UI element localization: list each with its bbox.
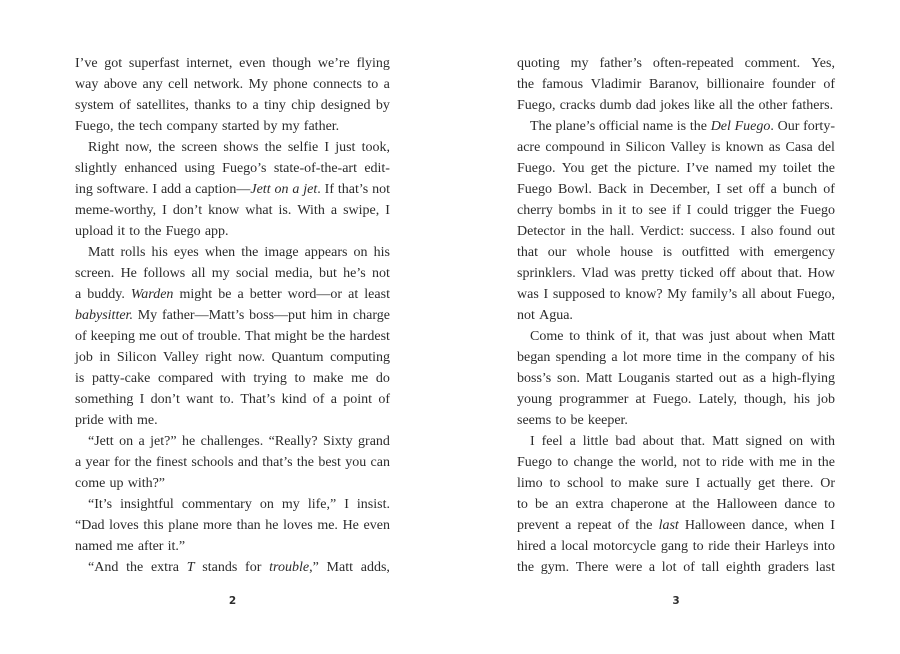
text-line: way above any cell network. My phone connects to a xyxy=(75,77,390,92)
text-line: boss’s son. Matt Louganis started out as a high-flying xyxy=(517,371,835,386)
text-line: Fuego. You get the picture. I’ve named my toilet the xyxy=(517,161,835,176)
text-line: slightly enhanced using Fuego’s state-of-the-art edit- xyxy=(75,161,390,176)
text-line: hired a local motorcycle gang to ride their Harleys into xyxy=(517,539,835,554)
text-line: pride with me. xyxy=(75,413,158,428)
left-page-text-column xyxy=(75,53,390,578)
text-line: named me after it.” xyxy=(75,539,186,554)
text-line: of keeping me out of trouble. That might be the hardest xyxy=(75,329,390,344)
text-line: began spending a lot more time in the company of his xyxy=(517,350,835,365)
text-line: I’ve got superfast internet, even though we’re flying xyxy=(75,56,390,71)
text-line: system of satellites, thanks to a tiny chip designed by xyxy=(75,98,390,113)
text-line: the famous Vladimir Baranov, billionaire founder of xyxy=(517,77,835,92)
left-page xyxy=(75,53,390,607)
text-line: “Jett on a jet?” he challenges. “Really? Sixty grand xyxy=(88,434,390,449)
text-line: “It’s insightful commentary on my life,” I insist. xyxy=(88,497,390,512)
right-page-number: 3 xyxy=(672,595,680,607)
text-line: Fuego, cracks dumb dad jokes like all the other fathers. xyxy=(517,98,834,113)
text-line: Detector in the hall. Verdict: success. I also found out xyxy=(517,224,835,239)
text-line: is patty-cake compared with trying to make me do xyxy=(75,371,390,386)
text-line: Fuego Bowl. Back in December, I set off a bunch of xyxy=(517,182,835,197)
text-line: Right now, the screen shows the selfie I just took, xyxy=(88,140,390,155)
text-line: a buddy. Warden might be a better word—or at least xyxy=(75,287,390,302)
text-line: Come to think of it, that was just about when Matt xyxy=(530,329,835,344)
text-line: I feel a little bad about that. Matt signed on with xyxy=(530,434,835,449)
text-line: screen. He follows all my social media, but he’s not xyxy=(75,266,390,281)
right-page xyxy=(517,53,835,607)
text-line: sprinklers. Vlad was pretty ticked off about that. How xyxy=(517,266,835,281)
text-line: “And the extra T stands for trouble,” Matt adds, xyxy=(88,560,390,575)
text-line: something I don’t want to. That’s kind of a point of xyxy=(75,392,390,407)
text-line: was I supposed to know? My family’s all about Fuego, xyxy=(517,287,835,302)
text-line: that our whole house is outfitted with emergency xyxy=(517,245,835,260)
text-line: upload it to the Fuego app. xyxy=(75,224,229,239)
text-line: babysitter. My father—Matt’s boss—put him in charge xyxy=(75,308,390,323)
text-line: job in Silicon Valley right now. Quantum computing xyxy=(75,350,390,365)
text-line: quoting my father’s often-repeated comment. Yes, xyxy=(517,56,835,71)
text-line: a year for the finest schools and that’s the best you can xyxy=(75,455,390,470)
text-line: “Dad loves this plane more than he loves me. He even xyxy=(75,518,390,533)
text-line: come up with?” xyxy=(75,476,166,491)
right-page-text-column xyxy=(517,53,835,578)
text-line: cherry bombs in it to see if I could trigger the Fuego xyxy=(517,203,835,218)
text-line: limo to school to make sure I actually get there. Or xyxy=(517,476,835,491)
text-line: the gym. There were a lot of tall eighth graders last xyxy=(517,560,835,575)
text-line: Fuego to change the world, not to ride with me in the xyxy=(517,455,835,470)
text-line: to be an extra chaperone at the Halloween dance to xyxy=(517,497,835,512)
text-line: not Agua. xyxy=(517,308,573,323)
text-line: acre compound in Silicon Valley is known as Casa del xyxy=(517,140,835,155)
text-line: meme-worthy, I don’t know what is. With a swipe, I xyxy=(75,203,390,218)
text-line: prevent a repeat of the last Halloween dance, when I xyxy=(517,518,835,533)
text-line: seems to be keeper. xyxy=(517,413,628,428)
left-page-number: 2 xyxy=(228,595,237,607)
text-line: young programmer at Fuego. Lately, though, his job xyxy=(517,392,835,407)
text-line: The plane’s official name is the Del Fuego. Our forty- xyxy=(530,119,835,134)
text-line: ing software. I add a caption—Jett on a jet. If that’s not xyxy=(75,182,390,197)
text-line: Fuego, the tech company started by my father. xyxy=(75,119,340,134)
text-line: Matt rolls his eyes when the image appears on his xyxy=(88,245,390,260)
